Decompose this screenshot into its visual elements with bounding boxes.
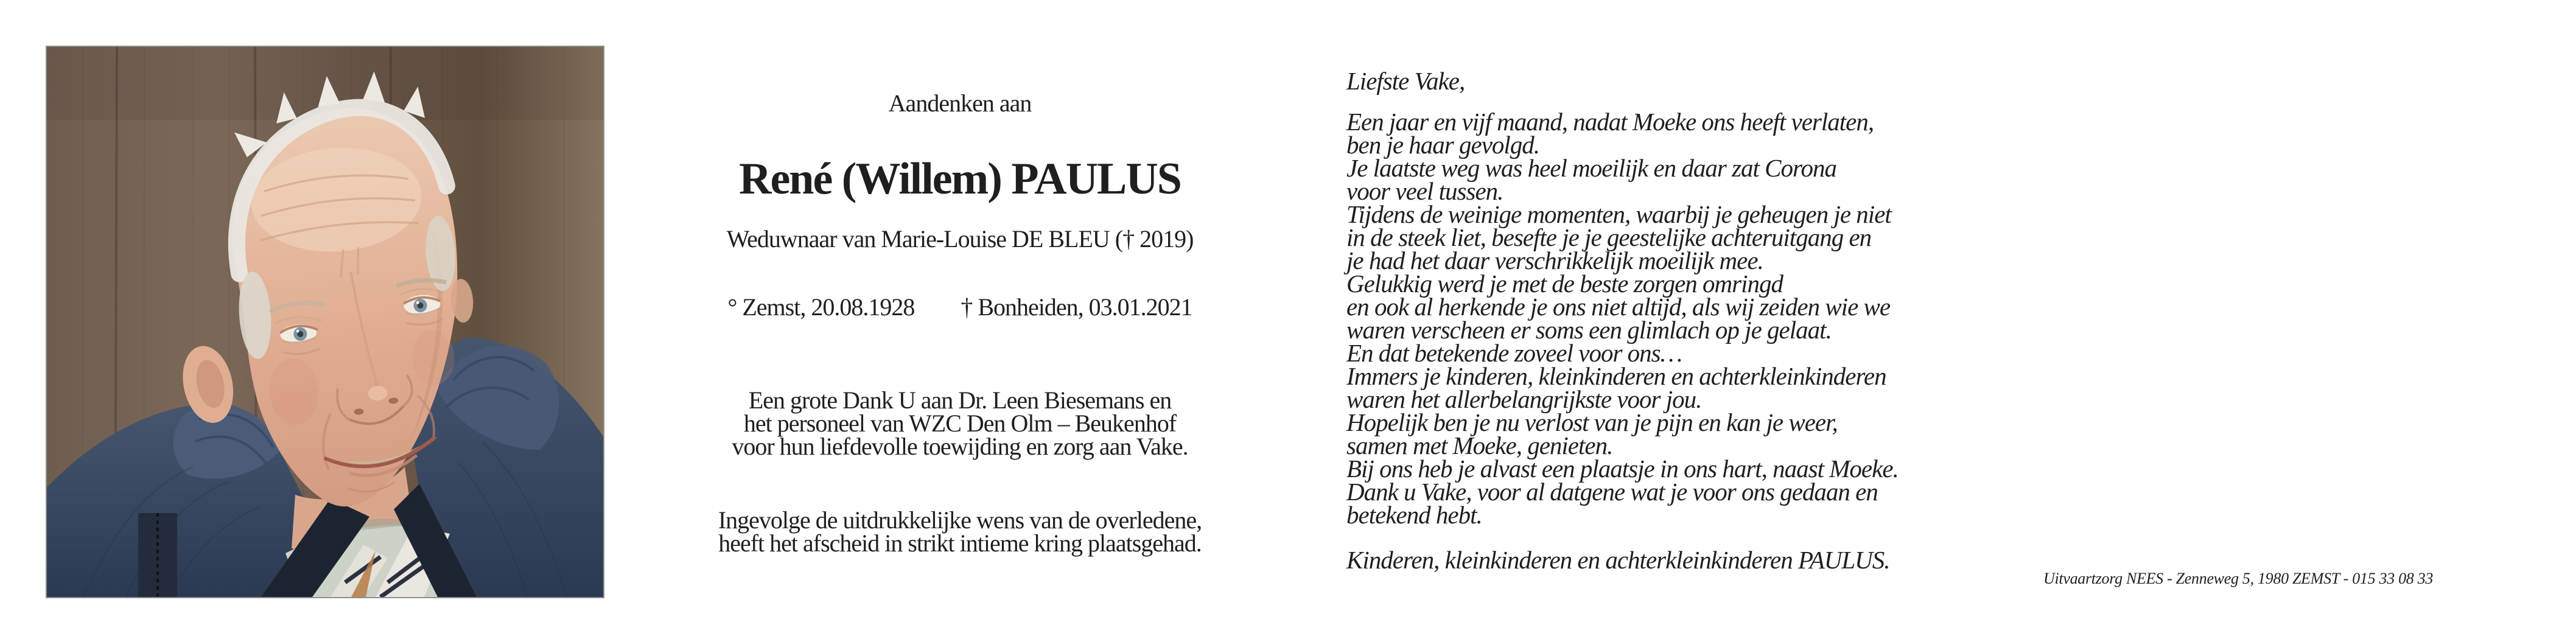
- letter-line: Immers je kinderen, kleinkinderen en achterkleinkinderen: [1346, 362, 1886, 390]
- deceased-name: René (Willem) PAULUS: [739, 154, 1181, 204]
- letter-line: ben je haar gevolgd.: [1346, 131, 1540, 159]
- widower-line: Weduwnaar van Marie-Louise DE BLEU († 2019): [726, 225, 1194, 253]
- portrait-illustration: [47, 47, 603, 597]
- life-dates: [698, 293, 1222, 321]
- letter-line: Je laatste weg was heel moeilijk en daar zat Corona: [1346, 154, 1836, 182]
- funeral-home-line: Uitvaartzorg NEES - Zenneweg 5, 1980 ZEMST - 015 33 08 33: [2043, 570, 2434, 587]
- intro-line: Aandenken aan: [888, 89, 1032, 117]
- thanks-block: [698, 386, 1222, 460]
- letter-line: En dat betekende zoveel voor ons…: [1346, 339, 1682, 367]
- letter-salutation: Liefste Vake,: [1346, 67, 1465, 95]
- letter-line: Hopelijk ben je nu verlost van je pijn en kan je weer,: [1346, 408, 1838, 436]
- letter-closing: Kinderen, kleinkinderen en achterkleinkinderen PAULUS.: [1346, 546, 1890, 574]
- farewell-line: heeft het afscheid in strikt intieme kring plaatsgehad.: [718, 529, 1202, 557]
- farewell-block: [698, 506, 1222, 557]
- letter-line: in de steek liet, besefte je je geestelijke achteruitgang en: [1346, 223, 1872, 251]
- letter-column: [1346, 67, 2016, 574]
- birth-date: ° Zemst, 20.08.1928: [727, 293, 915, 321]
- letter-line: Gelukkig werd je met de beste zorgen omringd: [1346, 270, 1783, 298]
- letter-line: Een jaar en vijf maand, nadat Moeke ons heeft verlaten,: [1346, 108, 1874, 136]
- farewell-line: Ingevolge de uitdrukkelijke wens van de overledene,: [718, 506, 1202, 534]
- letter-line: en ook al herkende je ons niet altijd, als wij zeiden wie we: [1346, 293, 1891, 321]
- thanks-line: het personeel van WZC Den Olm – Beukenhof: [743, 410, 1177, 437]
- letter-line: waren verscheen er soms een glimlach op je gelaat.: [1346, 316, 1832, 344]
- letter-line: je had het daar verschrikkelijk moeilijk mee.: [1346, 246, 1763, 274]
- letter-line: Dank u Vake, voor al datgene wat je voor ons gedaan en: [1346, 478, 1878, 506]
- thanks-line: Een grote Dank U aan Dr. Leen Biesemans en: [748, 386, 1172, 414]
- letter-line: voor veel tussen.: [1346, 177, 1503, 205]
- letter-line: Bij ons heb je alvast een plaatsje in ons hart, naast Moeke.: [1346, 455, 1899, 483]
- memorial-text-column: [698, 0, 1222, 639]
- thanks-line: voor hun liefdevolle toewijding en zorg aan Vake.: [732, 433, 1188, 460]
- letter-line: samen met Moeke, genieten.: [1346, 431, 1613, 459]
- portrait-photo: [46, 46, 604, 598]
- letter-line: Tijdens de weinige momenten, waarbij je geheugen je niet: [1346, 200, 1891, 228]
- letter-line: betekend hebt.: [1346, 501, 1482, 529]
- death-date: † Bonheiden, 03.01.2021: [961, 293, 1192, 321]
- letter-body: [1346, 108, 2016, 529]
- letter-line: waren het allerbelangrijkste voor jou.: [1346, 385, 1702, 413]
